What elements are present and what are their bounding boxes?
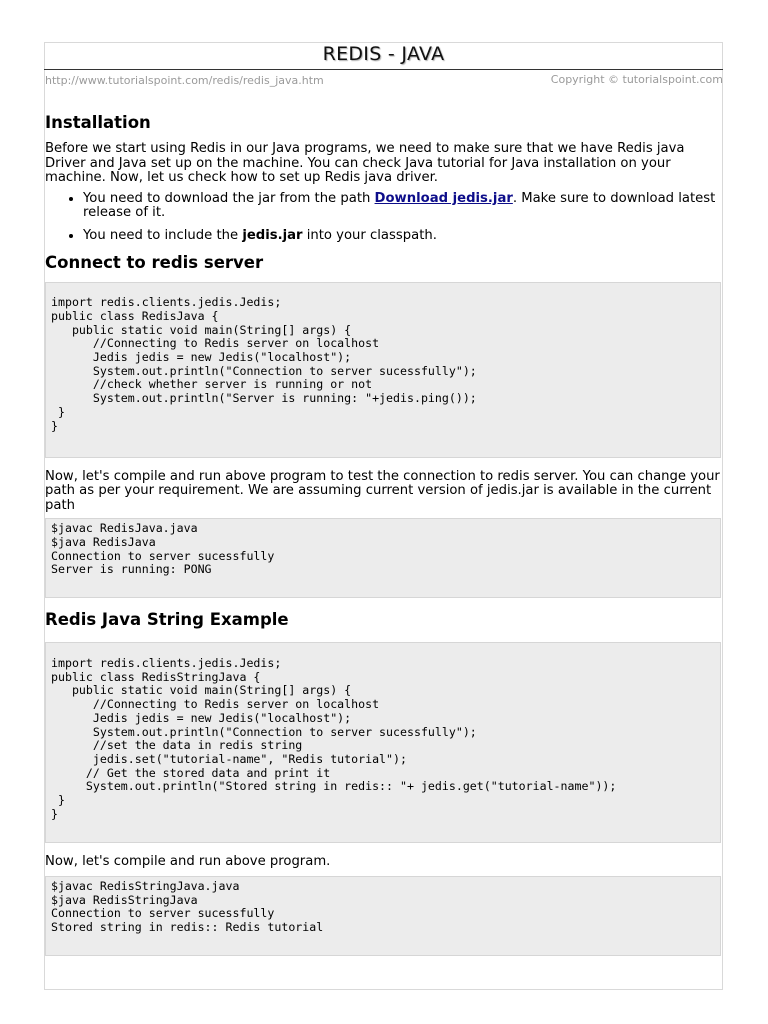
string-example-paragraph: Now, let's compile and run above program. <box>45 854 331 870</box>
bullet-text: into your classpath. <box>302 227 437 243</box>
connect-heading: Connect to redis server <box>45 252 264 272</box>
list-item <box>83 229 721 244</box>
bullet-text: You need to include the <box>83 227 243 243</box>
source-url: http://www.tutorialspoint.com/redis/redis_java.htm <box>45 74 324 87</box>
installation-heading: Installation <box>45 113 151 132</box>
article-content <box>45 112 721 956</box>
installation-intro: Before we start using Redis in our Java programs, we need to make sure that we have Redis java Driver and Java set up on the machine. You can check Java tutorial for Java installation on your machine. Now, let us check how to set up Redis java driver. <box>45 141 685 186</box>
installation-steps <box>45 192 721 244</box>
connect-paragraph: Now, let's compile and run above program to test the connection to redis server. You can change your path as per your requirement. We are assuming current version of jedis.jar is available in the current path <box>45 468 720 513</box>
bullet-text: You need to download the jar from the path <box>83 190 375 206</box>
copyright-notice: Copyright © tutorialspoint.com <box>550 73 723 86</box>
bullet-text: . Make sure to download latest release of it. <box>83 190 716 221</box>
string-example-output-block: $javac RedisStringJava.java $java RedisStringJava Connection to server sucessfully Stored string in redis:: Redis tutorial <box>45 876 721 956</box>
download-jedis-link[interactable]: Download jedis.jar <box>374 190 513 206</box>
page-title: REDIS - JAVA <box>322 43 445 65</box>
title-divider <box>44 69 723 70</box>
connect-code-block: import redis.clients.jedis.Jedis; public class RedisJava { public static void main(String[] args) { //Connecting to Redis server on localhost Jedis jedis = new Jedis("localhost"); System.out.println("Connection to server sucessfully"); //check whether server is running or not System.out.println("Server is running: "+jedis.ping()); } } <box>45 282 721 458</box>
string-example-code-block: import redis.clients.jedis.Jedis; public class RedisStringJava { public static void main(String[] args) { //Connecting to Redis server on localhost Jedis jedis = new Jedis("localhost"); System.out.println("Connection to server sucessfully"); //set the data in redis string jedis.set("tutorial-name", "Redis tutorial"); // Get the stored data and print it System.out.println("Stored string in redis:: "+ jedis.get("tutorial-name")); } } <box>45 642 721 843</box>
jedis-jar-label: jedis.jar <box>242 227 303 243</box>
connect-output-block: $javac RedisJava.java $java RedisJava Connection to server sucessfully Server is running: PONG <box>45 518 721 598</box>
list-item <box>83 192 721 221</box>
string-example-heading: Redis Java String Example <box>45 610 289 630</box>
